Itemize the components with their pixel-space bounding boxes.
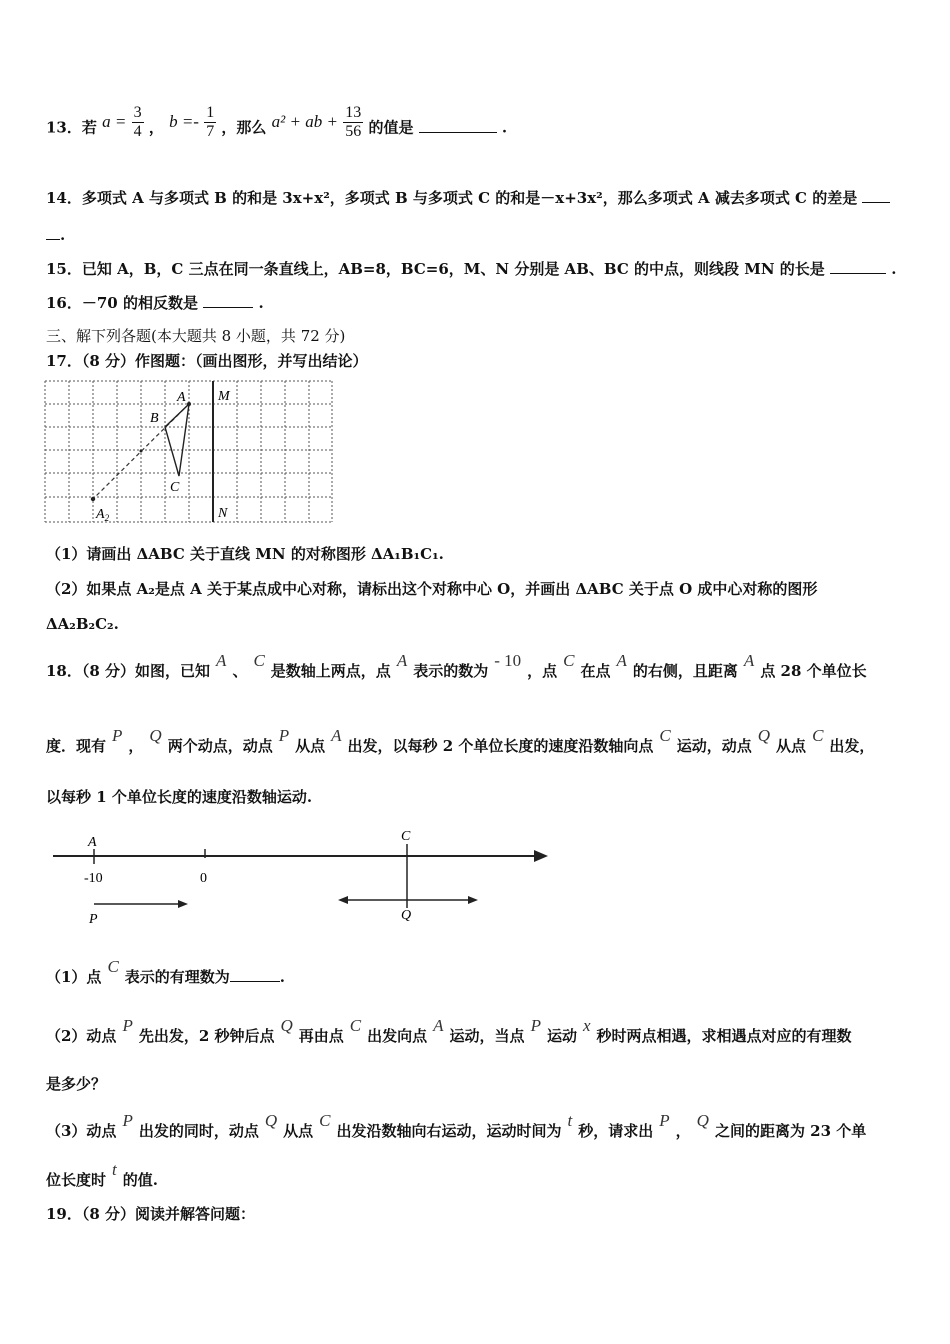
- q18-line2: 度．现有P，Q两个动点，动点P从点A出发，以每秒 2 个单位长度的速度沿数轴向点C运动，动点Q从点C出发，: [46, 726, 875, 755]
- label-a2: $A_2$: [96, 507, 110, 523]
- q15-text: 15．已知 A，B，C 三点在同一条直线上，AB=8，BC=6，M、N 分别是 AB、BC 的中点，则线段 MN 的长是: [46, 260, 825, 278]
- q13-a-fraction: $\frac{3}{4}$: [133, 104, 142, 140]
- question-14-cont: .: [46, 226, 65, 244]
- q18-s2: （2）动点P先出发，2 秒钟后点Q再由点C出发向点A运动，当点P运动x秒时两点相遇，求相遇点对应的有理数: [46, 1016, 852, 1045]
- q13-expression: a² + ab +: [271, 111, 338, 131]
- q18-number-line: [50, 826, 560, 926]
- q13-answer-blank[interactable]: [419, 120, 497, 133]
- label-m: M: [218, 389, 230, 404]
- q14-answer-blank-cont[interactable]: [46, 227, 60, 240]
- question-16: 16．－70 的相反数是 .: [46, 294, 264, 312]
- label-n: N: [218, 506, 228, 521]
- label-b: B: [150, 411, 159, 426]
- q19-title: 19．（8 分）阅读并解答问题：: [46, 1205, 256, 1223]
- section-3-heading: 三、解下列各题(本大题共 8 小题，共 72 分): [46, 327, 346, 345]
- q18-s3-cont: 位长度时t的值.: [46, 1160, 158, 1189]
- q17-sub1: （1）请画出 ΔABC 关于直线 MN 的对称图形 ΔA₁B₁C₁.: [46, 545, 444, 563]
- axis-label-n10: -10: [84, 871, 103, 886]
- q13-b-expr: b =-: [169, 111, 199, 131]
- axis-label-zero: 0: [200, 871, 207, 886]
- q13-b-fraction: $\frac{1}{7}$: [206, 104, 215, 140]
- q17-sub2: （2）如果点 A₂是点 A 关于某点成中心对称，请标出这个对称中心 O，并画出 ΔABC 关于点 O 成中心对称的图形: [46, 580, 818, 598]
- axis-label-q: Q: [401, 908, 412, 923]
- axis-arrow: [534, 850, 548, 862]
- axis-label-p: P: [89, 912, 98, 926]
- q16-text: 16．－70 的相反数是: [46, 294, 198, 312]
- q18-s1-answer-blank[interactable]: [230, 969, 280, 982]
- q18-line3: 以每秒 1 个单位长度的速度沿数轴运动.: [46, 788, 313, 806]
- q18-s1: （1）点C表示的有理数为 .: [46, 957, 286, 986]
- q18-s2-cont: 是多少？: [46, 1075, 107, 1093]
- q13-number: 13．若: [46, 118, 97, 137]
- label-c: C: [170, 480, 180, 495]
- axis-label-a: A: [88, 835, 97, 850]
- q14-text: 14．多项式 A 与多项式 B 的和是 3x+x²，多项式 B 与多项式 C 的和是－x+3x²，那么多项式 A 减去多项式 C 的差是: [46, 189, 858, 207]
- q18-s3: （3）动点P出发的同时，动点Q从点C出发沿数轴向右运动，运动时间为t秒，请求出P，Q之间的距离为 23 个单: [46, 1111, 867, 1140]
- q17-sub2-cont: ΔA₂B₂C₂.: [46, 615, 119, 633]
- label-a: A: [177, 390, 186, 405]
- triangle-abc: [165, 404, 189, 476]
- axis-label-c: C: [401, 829, 411, 844]
- q15-answer-blank[interactable]: [830, 261, 886, 274]
- q18-line1: 18．（8 分）如图，已知A、C是数轴上两点，点A表示的数为- 10，点C在点A的右侧，且距离A点 28 个单位长: [46, 651, 867, 680]
- q16-answer-blank[interactable]: [203, 295, 253, 308]
- q17-grid-figure: [44, 380, 334, 526]
- q13-a-expr: a =: [102, 111, 127, 131]
- q17-title: 17．（8 分）作图题：（画出图形，并写出结论）: [46, 352, 368, 370]
- question-14: [46, 187, 890, 208]
- question-13: 13．若 a = $\frac{3}{4}$ ， b =- $\frac{1}{7}$ ，那么 a² + ab + $\frac{13}{56}$ 的值是 .: [46, 104, 508, 140]
- question-15: 15．已知 A，B，C 三点在同一条直线上，AB=8，BC=6，M、N 分别是 AB、BC 的中点，则线段 MN 的长是 .: [46, 260, 897, 278]
- q14-answer-blank[interactable]: [862, 190, 890, 203]
- q13-c-fraction: $\frac{13}{56}$: [345, 104, 362, 140]
